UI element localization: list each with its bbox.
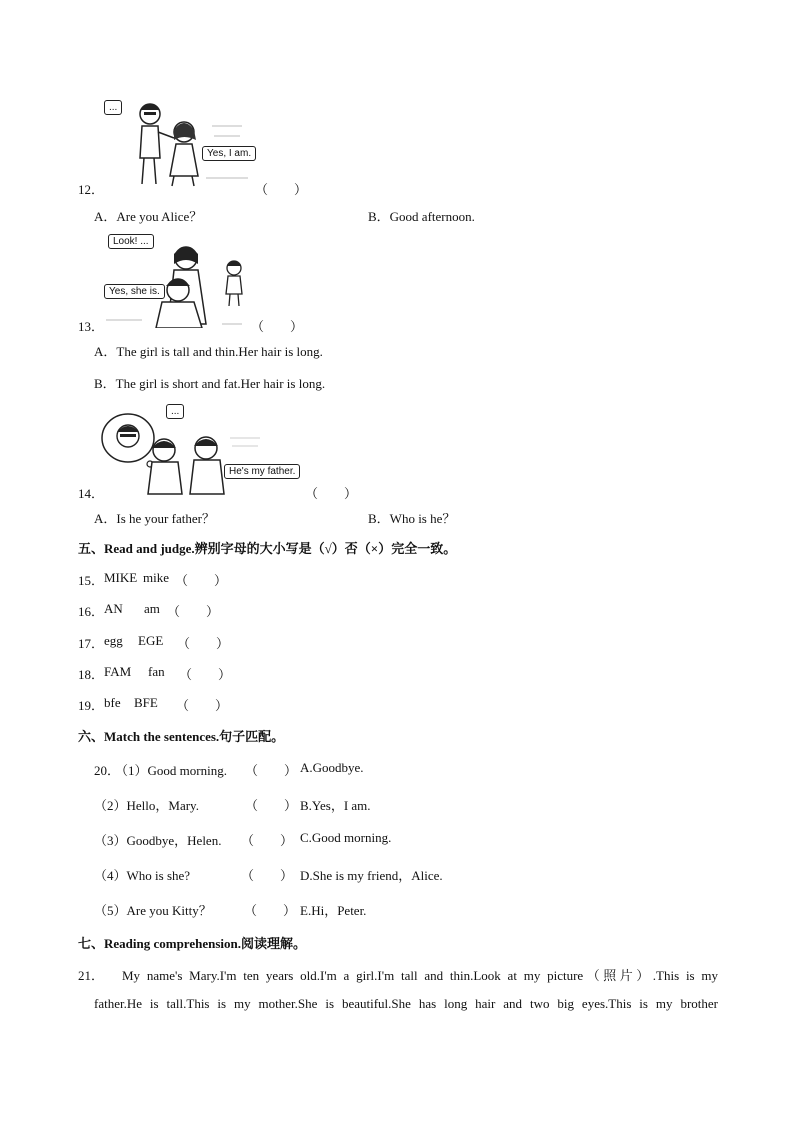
q18-number: 18． xyxy=(78,667,105,682)
q17-number: 17． xyxy=(78,636,105,651)
q17-word-a: egg xyxy=(104,633,123,648)
q15-answer-blank[interactable]: （ ） xyxy=(175,573,228,588)
q20-row1-right: A.Goodbye. xyxy=(300,760,364,775)
q13-bubble-man: Yes, she is. xyxy=(104,284,165,299)
q20-row3-right: C.Good morning. xyxy=(300,830,392,845)
q20-row5-left: （5）Are you Kitty？ xyxy=(94,903,212,918)
q18-word-a: FAM xyxy=(104,664,132,679)
q12-answer-blank[interactable]: （ ） xyxy=(255,182,308,197)
q20-row3-left: （3）Goodbye，Helen. xyxy=(94,833,222,848)
q17-answer-blank[interactable]: （ ） xyxy=(177,636,230,651)
q14-number: 14． xyxy=(78,486,105,501)
q15-number: 15． xyxy=(78,573,105,588)
q18-word-b: fan xyxy=(148,664,165,679)
section6-title: 六、Match the sentences.句子匹配。 xyxy=(78,729,285,744)
q18-answer-blank[interactable]: （ ） xyxy=(179,667,232,682)
q20-row1-left: （1）Good morning. xyxy=(115,763,227,778)
q12-option-b: B．Good afternoon. xyxy=(368,209,475,224)
q16-number: 16． xyxy=(78,604,105,619)
q14-option-a: A．Is he your father？ xyxy=(94,511,215,526)
reading-passage-line2: father.He is tall.This is my mother.She is beautiful.She has long hair and two big eyes.This is my brother xyxy=(94,996,718,1011)
q20-row2-blank[interactable]: （ ） xyxy=(245,798,298,813)
q20-row3-blank[interactable]: （ ） xyxy=(241,833,294,848)
q13-option-b: B．The girl is short and fat.Her hair is long. xyxy=(94,376,326,391)
q14-bubble-top: ... xyxy=(166,404,184,419)
q13-bubble-woman: Look! ... xyxy=(108,234,154,249)
q19-word-b: BFE xyxy=(134,695,158,710)
q16-answer-blank[interactable]: （ ） xyxy=(167,604,220,619)
q12-number: 12． xyxy=(78,182,105,197)
q20-row4-blank[interactable]: （ ） xyxy=(241,868,294,883)
q20-row1-blank[interactable]: （ ） xyxy=(245,763,298,778)
q15-word-a: MIKE xyxy=(104,570,138,585)
q20-row4-left: （4）Who is she? xyxy=(94,868,191,883)
q14-bubble-boy: He's my father. xyxy=(224,464,300,479)
q13-answer-blank[interactable]: （ ） xyxy=(251,319,304,334)
q20-row5-right: E.Hi，Peter. xyxy=(300,903,367,918)
q16-word-b: am xyxy=(144,601,160,616)
section5-title: 五、Read and judge.辨别字母的大小写是（√）否（×）完全一致。 xyxy=(78,541,457,556)
q19-number: 19． xyxy=(78,698,105,713)
q14-answer-blank[interactable]: （ ） xyxy=(305,486,358,501)
reading-passage-line1: My name's Mary.I'm ten years old.I'm a girl.I'm tall and thin.Look at my picture（照片）.This is my xyxy=(122,968,718,983)
q14-option-b: B．Who is he？ xyxy=(368,511,456,526)
q13-option-a: A．The girl is tall and thin.Her hair is long. xyxy=(94,344,323,359)
q13-number: 13． xyxy=(78,319,105,334)
q15-word-b: mike xyxy=(143,570,169,585)
q20-row4-right: D.She is my friend，Alice. xyxy=(300,868,443,883)
q12-bubble-girl: Yes, I am. xyxy=(202,146,256,161)
q12-option-a: A．Are you Alice？ xyxy=(94,209,203,224)
section7-title: 七、Reading comprehension.阅读理解。 xyxy=(78,936,306,951)
q19-word-a: bfe xyxy=(104,695,121,710)
q20-row5-blank[interactable]: （ ） xyxy=(244,903,297,918)
q16-word-a: AN xyxy=(104,601,123,616)
q12-picture xyxy=(102,96,252,188)
q20-row2-left: （2）Hello，Mary. xyxy=(94,798,199,813)
q14-picture xyxy=(100,398,310,496)
q20-number: 20． xyxy=(94,763,121,778)
q17-word-b: EGE xyxy=(138,633,164,648)
q21-number: 21． xyxy=(78,968,105,983)
q19-answer-blank[interactable]: （ ） xyxy=(176,698,229,713)
q12-bubble-boy: ... xyxy=(104,100,122,115)
q20-row2-right: B.Yes，I am. xyxy=(300,798,371,813)
